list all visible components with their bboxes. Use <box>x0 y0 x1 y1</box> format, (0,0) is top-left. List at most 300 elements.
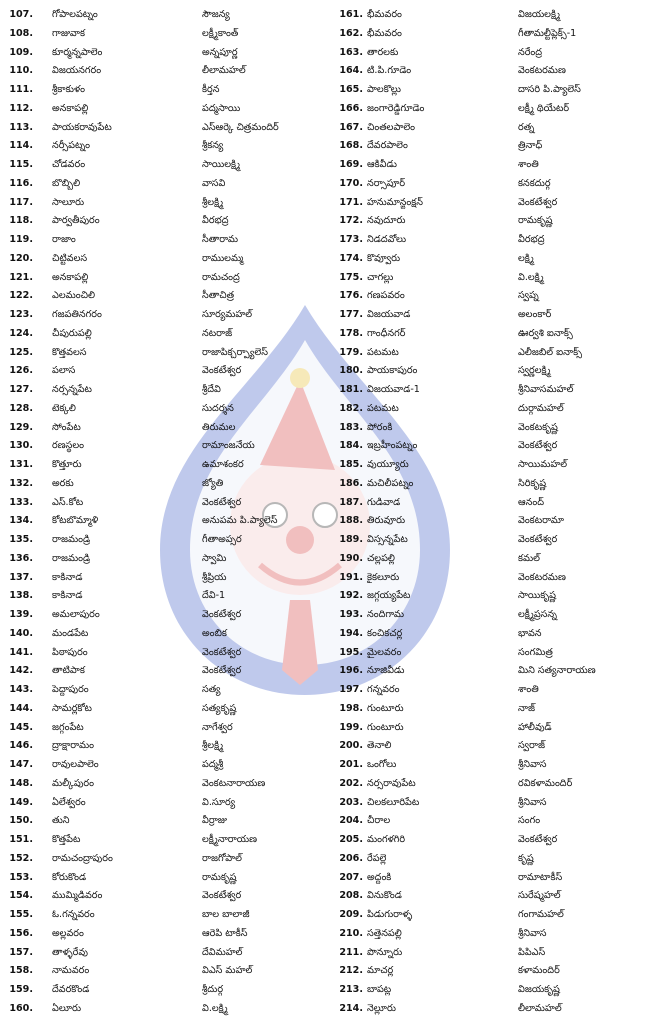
town-name: టి.పి.గూడెం <box>367 65 412 77</box>
row-number: 140. <box>9 627 33 639</box>
list-row <box>335 962 650 981</box>
theatre-name: శ్రీనివాసమహల్ <box>518 384 574 395</box>
town-name: కూర్మన్నపాలెం <box>52 46 103 58</box>
row-number: 120. <box>9 252 33 264</box>
list-row <box>335 869 650 888</box>
list-row <box>0 850 335 869</box>
town-name: గాంధీనగర్ <box>367 327 406 339</box>
list-row <box>0 794 335 813</box>
town-name: కొత్తూరు <box>52 459 82 470</box>
town-name: పొన్నూరు <box>367 946 403 958</box>
list-row <box>0 756 335 775</box>
theatre-name: వి.లక్ష్మి <box>518 271 544 283</box>
row-number: 157. <box>9 946 33 958</box>
theatre-name: ఆనంద్ <box>518 496 545 508</box>
list-row <box>335 175 650 194</box>
theatre-name: దేవి-1 <box>202 590 226 602</box>
list-row <box>335 775 650 794</box>
theatre-name: దుర్గామహల్ <box>518 402 564 414</box>
town-name: తెనాలి <box>367 740 392 752</box>
row-number: 192. <box>339 590 363 602</box>
row-number: 188. <box>339 515 363 527</box>
list-row <box>335 700 650 719</box>
row-number: 125. <box>9 346 33 358</box>
town-name: మైలవరం <box>367 646 402 658</box>
town-name: పటమట <box>367 402 399 414</box>
list-row <box>335 325 650 344</box>
row-number: 153. <box>9 871 33 883</box>
town-name: దేవరపాలెం <box>367 140 408 152</box>
town-name: గుంటూరు <box>367 721 404 733</box>
town-name: నిడదవోలు <box>367 234 407 245</box>
town-name: అరకు <box>52 477 74 489</box>
list-row <box>0 981 335 1000</box>
list-row <box>335 850 650 869</box>
row-number: 181. <box>339 384 363 395</box>
town-name: రణస్థలం <box>52 440 85 452</box>
theatre-name: రామకృష్ణ <box>202 871 237 883</box>
row-number: 118. <box>9 215 33 227</box>
list-row <box>0 681 335 700</box>
theatre-name: నటరాజ్ <box>202 327 233 339</box>
row-number: 141. <box>9 646 33 658</box>
row-number: 208. <box>339 890 363 902</box>
town-name: ద్రాక్షారామం <box>52 740 95 752</box>
row-number: 165. <box>339 84 363 95</box>
list-row <box>335 569 650 588</box>
list-row <box>335 81 650 100</box>
list-row <box>335 437 650 456</box>
town-name: గుంటూరు <box>367 702 404 714</box>
row-number: 113. <box>9 121 33 133</box>
theatre-name: మిని సత్యనారాయణ <box>518 665 596 677</box>
theatre-name: వెంకటరామా <box>518 515 565 527</box>
town-name: బాపట్ల <box>367 984 392 995</box>
theatre-name: హాలీవుడ్ <box>518 721 552 733</box>
list-row <box>335 25 650 44</box>
theatre-name: పిపిఎస్ <box>518 946 546 958</box>
row-number: 108. <box>9 27 33 39</box>
row-number: 116. <box>9 177 33 189</box>
list-row <box>0 325 335 344</box>
theatre-name: వెంకటేశ్వర <box>202 646 242 658</box>
theatre-name: స్వర్ణలక్ష్మి <box>518 365 551 377</box>
row-number: 154. <box>9 890 33 902</box>
row-number: 207. <box>339 871 363 883</box>
theatre-name: శ్రీనివాస <box>518 927 547 939</box>
theatre-name: రామచంద్ర <box>202 271 240 283</box>
town-name: నర్సాపూర్ <box>367 177 406 189</box>
list-row <box>335 212 650 231</box>
theatre-name: శ్రీనివాస <box>518 796 547 808</box>
list-row <box>335 231 650 250</box>
theatre-name: వెంకటరమణ <box>518 65 566 77</box>
theatre-name: జ్యోతి <box>202 477 224 489</box>
list-row <box>335 831 650 850</box>
town-name: ఓ.గన్నవరం <box>52 909 95 920</box>
list-row <box>0 269 335 288</box>
row-number: 189. <box>339 534 363 545</box>
town-name: రాజమండ్రి <box>52 552 91 564</box>
town-name: కొవ్వూరు <box>367 252 401 264</box>
row-number: 179. <box>339 346 363 358</box>
list-row <box>335 306 650 325</box>
row-number: 176. <box>339 290 363 302</box>
theatre-name: సురేష్మహల్ <box>518 890 561 902</box>
row-number: 126. <box>9 365 33 377</box>
theatre-name: ఊర్వశి ఐనాక్స్ <box>518 327 573 339</box>
theatre-name: గీతాఅప్సర <box>202 534 242 545</box>
theatre-name: లక్ష్మీ థియేటర్ <box>518 102 570 114</box>
town-name: నవుదూరు <box>367 215 406 227</box>
town-name: కాకినాడ <box>52 590 83 602</box>
town-name: విజయవాడ-1 <box>367 384 420 395</box>
list-row <box>0 100 335 119</box>
theatre-name: కనకదుర్గ <box>518 177 551 189</box>
theatre-name: గీతామల్టీప్లెక్స్-1 <box>518 27 577 39</box>
theatre-name: శ్రీనివాస <box>518 759 547 770</box>
town-name: చీరాల <box>367 815 391 827</box>
row-number: 128. <box>9 402 33 414</box>
theatre-name: భావన <box>518 627 542 639</box>
town-name: దేవరకొండ <box>52 984 90 995</box>
town-name: చీపురుపల్లి <box>52 327 92 339</box>
theatre-name: స్వప్న <box>518 290 539 302</box>
row-number: 145. <box>9 721 33 733</box>
theatre-name: వెంకటేశ్వర <box>202 365 242 377</box>
theatre-name: శ్రీదేవి <box>202 384 221 395</box>
row-number: 112. <box>9 102 33 114</box>
list-row <box>335 531 650 550</box>
town-name: ఎలమంచిలి <box>52 290 96 302</box>
theatre-name: అనుపమ పి.ప్యాలెస్ <box>202 515 278 527</box>
town-name: పటమట <box>367 346 399 358</box>
row-number: 122. <box>9 290 33 302</box>
theatre-name: కళామందిర్ <box>518 965 560 977</box>
list-row <box>335 662 650 681</box>
town-name: నర్సన్నపేట <box>52 384 92 395</box>
list-row <box>0 250 335 269</box>
list-row <box>335 625 650 644</box>
row-number: 150. <box>9 815 33 827</box>
theatre-name: రామకృష్ణ <box>518 215 553 227</box>
theatre-name: విజయకృష్ణ <box>518 984 560 995</box>
list-row <box>0 81 335 100</box>
town-name: హనుమాన్జంక్షన్ <box>367 196 423 208</box>
list-row <box>0 212 335 231</box>
theatre-name: సీతాచిత్ర <box>202 290 235 302</box>
row-number: 111. <box>9 84 33 95</box>
list-row <box>0 775 335 794</box>
theatre-name: శ్రీప్రియ <box>202 571 227 583</box>
list-row <box>335 250 650 269</box>
town-name: ఇబ్రహీంపట్నం <box>367 440 418 452</box>
list-row <box>0 175 335 194</box>
row-number: 187. <box>339 496 363 508</box>
row-number: 115. <box>9 159 33 170</box>
list-row <box>335 287 650 306</box>
list-row <box>0 700 335 719</box>
theatre-name: శ్రీకన్య <box>202 140 224 152</box>
list-row <box>0 6 335 25</box>
town-name: రాజాం <box>52 234 76 245</box>
list-row <box>0 906 335 925</box>
row-number: 163. <box>339 46 363 58</box>
theatre-name: నాజ్ <box>518 702 535 714</box>
theatre-name: రత్న <box>518 121 535 133</box>
list-row <box>335 269 650 288</box>
row-number: 182. <box>339 402 363 414</box>
town-name: గాజువాక <box>52 27 85 39</box>
row-number: 201. <box>339 759 363 770</box>
theatre-name: పద్మశ్రీ <box>202 759 224 770</box>
town-name: విజయవాడ <box>367 309 411 320</box>
list-row <box>0 925 335 944</box>
list-row <box>0 812 335 831</box>
list-row <box>335 100 650 119</box>
theatre-name: రాజగోపాల్ <box>202 852 242 864</box>
list-row <box>335 587 650 606</box>
list-row <box>0 737 335 756</box>
row-number: 159. <box>9 984 33 995</box>
theatre-name: రామాటాకీస్ <box>518 871 563 883</box>
row-number: 175. <box>339 271 363 283</box>
theatre-name: అన్నపూర్ణ <box>202 46 238 58</box>
theatre-name: శ్రీలక్ష్మి <box>202 196 224 208</box>
row-number: 167. <box>339 121 363 133</box>
theatre-name: బాల బాలాజీ <box>202 909 250 920</box>
town-name: కైకలూరు <box>367 571 400 583</box>
row-number: 174. <box>339 252 363 264</box>
theatre-name: స్వామి <box>202 552 227 564</box>
list-row <box>0 512 335 531</box>
row-number: 137. <box>9 571 33 583</box>
town-name: సాలూరు <box>52 196 85 208</box>
town-name: పిడుగురాళ్ళ <box>367 909 413 920</box>
town-name: కొత్తపేట <box>52 834 81 845</box>
town-name: వుయ్యూరు <box>367 459 409 470</box>
town-name: జగ్గంపేట <box>52 721 84 733</box>
list-row <box>335 606 650 625</box>
list-row <box>0 400 335 419</box>
list-row <box>335 344 650 363</box>
town-name: గోపాలపట్నం <box>52 9 98 20</box>
theatre-name: వెంకటేశ్వర <box>518 834 558 845</box>
theatre-name: వెంకటేశ్వర <box>202 665 242 677</box>
list-row <box>0 831 335 850</box>
theatre-name: శాంతి <box>518 684 539 695</box>
theatre-name: కమల్ <box>518 552 540 564</box>
list-row <box>335 719 650 738</box>
theatre-name: వీరభద్ర <box>518 234 545 245</box>
list-row <box>335 644 650 663</box>
row-number: 114. <box>9 140 33 152</box>
town-name: గన్నవరం <box>367 684 400 695</box>
list-row <box>335 925 650 944</box>
list-row <box>0 719 335 738</box>
theatre-name: సత్యకృష్ణ <box>202 702 237 714</box>
row-number: 123. <box>9 309 33 320</box>
row-number: 121. <box>9 271 33 283</box>
list-row <box>0 306 335 325</box>
theatre-name: లక్ష్మీకాంత్ <box>202 27 239 39</box>
row-number: 185. <box>339 459 363 470</box>
list-row <box>335 550 650 569</box>
theatre-name: అలంకార్ <box>518 309 552 320</box>
row-number: 193. <box>339 609 363 620</box>
right-column <box>335 6 650 1019</box>
town-name: కాకినాడ <box>52 571 83 583</box>
row-number: 151. <box>9 834 33 845</box>
town-name: గుడివాడ <box>367 496 401 508</box>
list-row <box>0 569 335 588</box>
row-number: 149. <box>9 796 33 808</box>
list-row <box>335 119 650 138</box>
theatre-name: నాగేశ్వర <box>202 721 233 733</box>
town-name: రామచంద్రాపురం <box>52 852 113 864</box>
row-number: 148. <box>9 777 33 789</box>
theatre-name: సాయిలక్ష్మి <box>202 159 241 170</box>
row-number: 139. <box>9 609 33 620</box>
town-name: కంచికచర్ల <box>367 627 403 639</box>
list-row <box>335 887 650 906</box>
row-number: 194. <box>339 627 363 639</box>
row-number: 144. <box>9 702 33 714</box>
town-name: నెల్లూరు <box>367 1002 396 1014</box>
list-row <box>335 194 650 213</box>
town-name: విస్సన్నపేట <box>367 534 408 545</box>
town-name: చాగల్లు <box>367 271 394 283</box>
row-number: 197. <box>339 684 363 695</box>
theatre-name: వీర్రాజు <box>202 815 228 827</box>
town-name: కోరుకొండ <box>52 871 87 883</box>
list-row <box>0 644 335 663</box>
list-row <box>335 62 650 81</box>
theatre-name: కృష్ణ <box>518 852 534 864</box>
list-row <box>335 681 650 700</box>
town-name: జగ్గయ్యపేట <box>367 590 411 602</box>
row-number: 198. <box>339 702 363 714</box>
list-row <box>0 456 335 475</box>
list-row <box>0 44 335 63</box>
list-row <box>335 419 650 438</box>
row-number: 171. <box>339 196 363 208</box>
town-name: ఎస్.కోట <box>52 496 84 508</box>
town-name: భీమవరం <box>367 27 402 39</box>
row-number: 173. <box>339 234 363 245</box>
town-name: నర్సరావుపేట <box>367 777 416 789</box>
town-name: చల్లపల్లి <box>367 552 395 564</box>
row-number: 203. <box>339 796 363 808</box>
theatre-name: లక్ష్మీనారాయణ <box>202 834 258 845</box>
row-number: 119. <box>9 234 33 245</box>
town-name: అద్దంకి <box>367 871 392 883</box>
town-name: అమలాపురం <box>52 609 100 620</box>
list-row <box>335 156 650 175</box>
list-row <box>0 475 335 494</box>
list-row <box>0 419 335 438</box>
theatre-name: వి.సూర్య <box>202 796 236 808</box>
list-row <box>0 887 335 906</box>
row-number: 191. <box>339 571 363 583</box>
row-number: 212. <box>339 965 363 977</box>
row-number: 209. <box>339 909 363 920</box>
row-number: 155. <box>9 909 33 920</box>
town-name: నందిగామ <box>367 609 405 620</box>
row-number: 184. <box>339 440 363 452</box>
town-name: బొబ్బిలి <box>52 177 81 189</box>
town-name: తాటిపాక <box>52 665 85 677</box>
town-name: గజపతినగరం <box>52 309 102 320</box>
town-name: విజయనగరం <box>52 65 102 77</box>
town-name: పాలకొల్లు <box>367 84 401 95</box>
theatre-name: అంబిక <box>202 627 227 639</box>
town-name: సత్తెనపల్లి <box>367 927 402 939</box>
list-row <box>335 494 650 513</box>
row-number: 142. <box>9 665 33 677</box>
list-row <box>0 494 335 513</box>
list-row <box>0 25 335 44</box>
theatre-name: రవికళామందిర్ <box>518 777 573 789</box>
theatre-name: లక్ష్మీప్రసన్న <box>518 609 557 620</box>
row-number: 206. <box>339 852 363 864</box>
row-number: 156. <box>9 927 33 939</box>
list-row <box>335 44 650 63</box>
list-row <box>335 381 650 400</box>
theatre-name: సూర్యమహల్ <box>202 309 253 320</box>
row-number: 143. <box>9 684 33 695</box>
row-number: 158. <box>9 965 33 977</box>
theatre-name: సాయికృష్ణ <box>518 590 556 602</box>
theatre-name: వెంకటేశ్వర <box>202 890 242 902</box>
town-name: గణపవరం <box>367 290 405 302</box>
row-number: 196. <box>339 665 363 677</box>
row-number: 164. <box>339 65 363 77</box>
list-row <box>0 194 335 213</box>
row-number: 186. <box>339 477 363 489</box>
town-name: ఆకివీడు <box>367 159 397 170</box>
list-row <box>0 869 335 888</box>
row-number: 136. <box>9 552 33 564</box>
row-number: 170. <box>339 177 363 189</box>
town-name: జంగారెడ్డిగూడెం <box>367 102 425 114</box>
theatre-name: సౌజన్య <box>202 9 230 20</box>
town-name: భీమవరం <box>367 9 402 20</box>
list-row <box>0 156 335 175</box>
row-number: 166. <box>339 102 363 114</box>
town-name: పార్వతీపురం <box>52 215 100 227</box>
theatre-name: సాయిమహల్ <box>518 459 568 470</box>
row-number: 177. <box>339 309 363 320</box>
town-name: కొత్తవలస <box>52 346 87 358</box>
theatre-name: రాజాపిక్చర్ప్యాలెస్ <box>202 346 268 358</box>
row-number: 200. <box>339 740 363 752</box>
row-number: 117. <box>9 196 33 208</box>
row-number: 127. <box>9 384 33 395</box>
theatre-name: వెంకటేశ్వర <box>518 534 558 545</box>
list-row <box>335 737 650 756</box>
town-name: అనకాపల్లి <box>52 102 89 114</box>
list-row <box>0 344 335 363</box>
list-row <box>0 606 335 625</box>
theatre-name: సత్య <box>202 684 221 695</box>
theatre-name: వెంకటకృష్ణ <box>518 421 558 433</box>
list-row <box>0 531 335 550</box>
list-row <box>335 400 650 419</box>
list-row <box>335 944 650 963</box>
list-row <box>335 906 650 925</box>
list-row <box>0 437 335 456</box>
